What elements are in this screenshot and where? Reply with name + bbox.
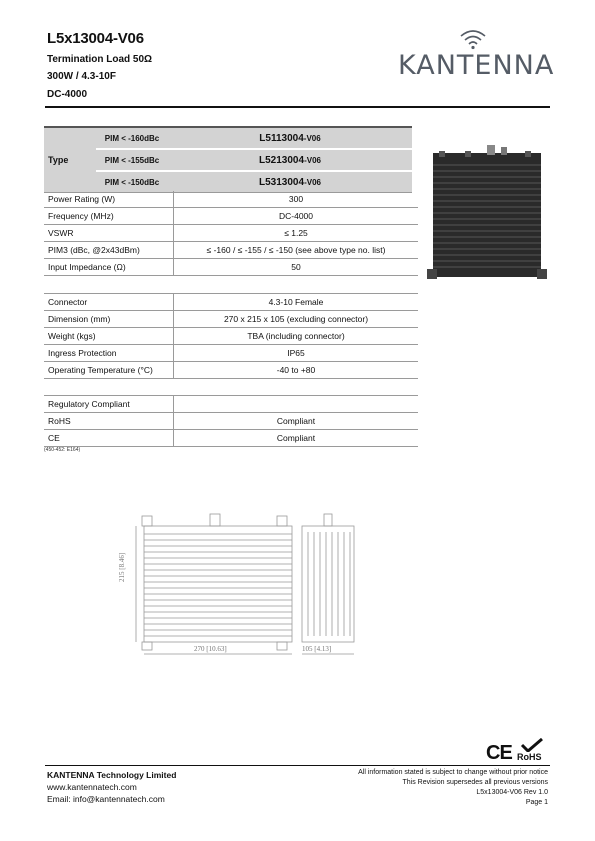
part-number: L5313004-V06 [168, 171, 412, 193]
spec-value: DC-4000 [174, 208, 419, 225]
pim-level: PIM < -155dBc [96, 149, 168, 171]
spec-value: Compliant [174, 430, 419, 447]
reference-note: (450-452: E164) [44, 447, 81, 453]
supersede-text: This Revision supersedes all previous versions [402, 779, 548, 786]
dimension-drawing [122, 512, 362, 660]
spec-label: Input Impedance (Ω) [44, 259, 174, 276]
spec-label: Ingress Protection [44, 345, 174, 362]
spec-label: PIM3 (dBc, @2x43dBm) [44, 242, 174, 259]
spec-label: CE [44, 430, 174, 447]
type-label: Type [44, 127, 96, 193]
part-number: L5213004-V06 [168, 149, 412, 171]
spec-label: Power Rating (W) [44, 191, 174, 208]
depth-dimension-label: 105 [4.13] [302, 645, 332, 653]
spec-label: Regulatory Compliant [44, 396, 174, 413]
subtitle-line-3: DC-4000 [47, 89, 88, 100]
email-link[interactable]: Email: info@kantennatech.com [47, 794, 165, 804]
brand-logo: KANTENNA [398, 50, 555, 81]
part-number: L5113004-V06 [168, 127, 412, 149]
footer-divider [45, 765, 550, 766]
spec-value: Compliant [174, 413, 419, 430]
spec-value [174, 396, 419, 413]
spec-value: 270 x 215 x 105 (excluding connector) [174, 311, 419, 328]
electrical-spec-table [44, 191, 418, 276]
pim-level: PIM < -150dBc [96, 171, 168, 193]
rohs-mark: RoHS [517, 752, 542, 762]
mechanical-spec-table [44, 293, 418, 379]
spec-value: ≤ 1.25 [174, 225, 419, 242]
spec-label: VSWR [44, 225, 174, 242]
regulatory-spec-table [44, 395, 418, 447]
spec-value: TBA (including connector) [174, 328, 419, 345]
spec-value: 4.3-10 Female [174, 294, 419, 311]
website-link[interactable]: www.kantennatech.com [47, 782, 137, 792]
wifi-logo-icon [458, 26, 488, 50]
page-number: Page 1 [525, 799, 548, 806]
width-dimension-label: 270 [10.63] [194, 645, 227, 653]
spec-label: Dimension (mm) [44, 311, 174, 328]
spec-value: 300 [174, 191, 419, 208]
checkmark-icon [520, 738, 544, 752]
ce-mark: CE [486, 742, 512, 764]
spec-value: 50 [174, 259, 419, 276]
spec-value: -40 to +80 [174, 362, 419, 379]
pim-level: PIM < -160dBc [96, 127, 168, 149]
product-photo [425, 145, 549, 285]
spec-label: RoHS [44, 413, 174, 430]
document-title: L5x13004-V06 [47, 30, 144, 47]
spec-label: Connector [44, 294, 174, 311]
header-divider [45, 106, 550, 108]
type-table [44, 126, 412, 193]
company-name: KANTENNA Technology Limited [47, 770, 177, 780]
spec-value: IP65 [174, 345, 419, 362]
revision-text: L5x13004-V06 Rev 1.0 [476, 789, 548, 796]
height-dimension-label: 215 [8.46] [118, 552, 126, 582]
spec-label: Operating Temperature (°C) [44, 362, 174, 379]
subtitle-line-1: Termination Load 50Ω [47, 54, 153, 65]
spec-label: Weight (kgs) [44, 328, 174, 345]
notice-text: All information stated is subject to change without prior notice [358, 769, 548, 776]
spec-value: ≤ -160 / ≤ -155 / ≤ -150 (see above type no. list) [174, 242, 419, 259]
subtitle-line-2: 300W / 4.3-10F [47, 71, 116, 82]
spec-label: Frequency (MHz) [44, 208, 174, 225]
